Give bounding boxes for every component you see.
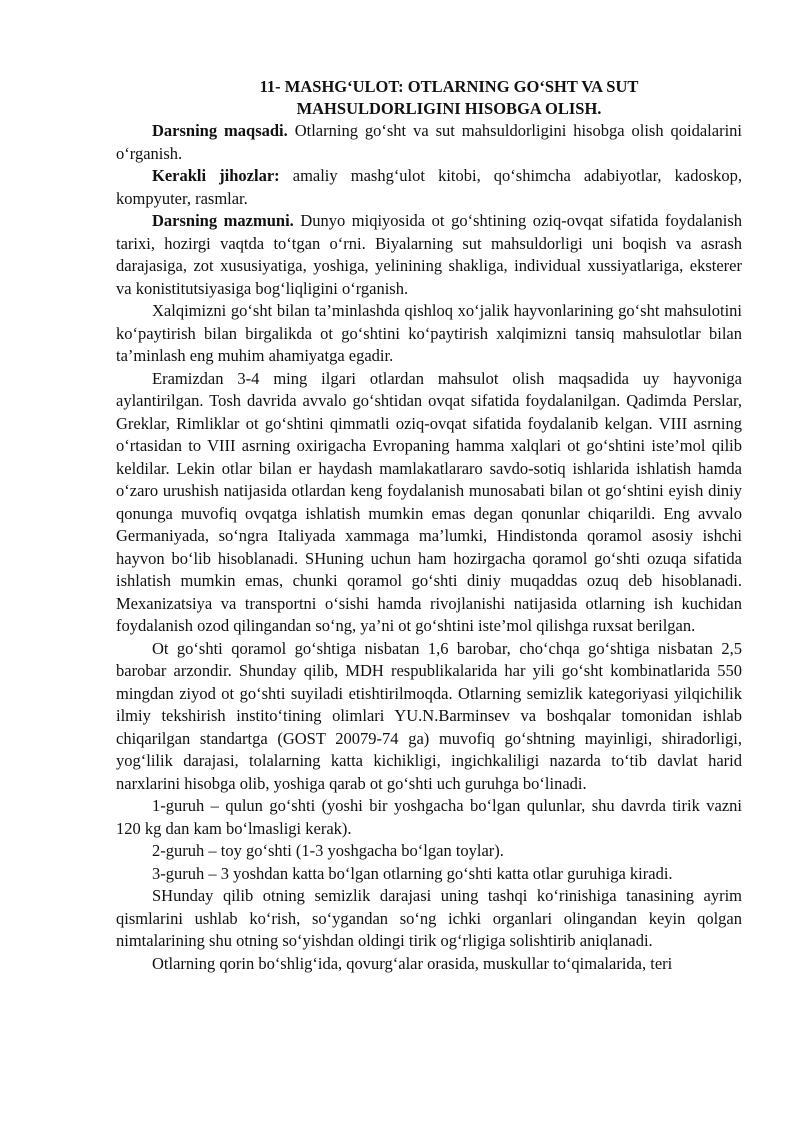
document-page bbox=[116, 76, 742, 975]
equipment-label: Kerakli jihozlar: bbox=[152, 166, 280, 185]
document-title bbox=[116, 76, 742, 120]
body-paragraph: Ot go‘shti qoramol go‘shtiga nisbatan 1,6 barobar, cho‘chqa go‘shtiga nisbatan 2,5 barobar arzondir. Shunday qilib, MDH respublikalarida har yili go‘sht kombinatlarida 550 mingdan ziyod ot go‘shti suyiladi etishtirilmoqda. Otlarning semizlik kategoriyasi yilqichilik ilmiy tekshirish instito‘tining olimlari YU.N.Barminsev va boshqalar tomonidan ishlab chiqarilgan standartga (GOST 20079-74 ga) muvofiq go‘shtning mayinligi, shiradorligi, yog‘lilik darajasi, tolalarning katta kichikligi, ingichkaliligi nazarda to‘tib davlat harid narxlarini hisobga olib, yoshiga qarab ot go‘shti uch guruhga bo‘linadi. bbox=[116, 638, 742, 793]
body-paragraph-truncated: Otlarning qorin bo‘shlig‘ida, qovurg‘alar orasida, muskullar to‘qimalarida, teri bbox=[152, 953, 673, 973]
title-line-1: 11- MASHG‘ULOT: OTLARNING GO‘SHT VA SUT bbox=[259, 77, 639, 96]
aim-paragraph bbox=[116, 120, 742, 165]
body-paragraph: Eramizdan 3-4 ming ilgari otlardan mahsulot olish maqsadida uy hayvoniga aylantirilgan. Tosh davrida avvalo go‘shtidan ovqat sifatida foydalanilgan. Qadimda Perslar, Greklar, Rimliklar ot go‘shtini qimmatli oziq-ovqat sifatida foydalanib kelgan. VIII asrning o‘rtasidan to VIII asrning oxirigacha Evropaning hamma xalqlari ot go‘shtini iste’mol qilib keldilar. Lekin otlar bilan er haydash mamlakatlararo savdo-sotiq ishlarida ishlatish hamda o‘zaro urushish natijasida otlardan keng foydalanish munosabati bilan ot go‘shtini eyish diniy qonunga muvofiq ovqatga ishlatish mumkin emas degan qonunlar chiqarildi. Eng avvalo Germaniyada, so‘ngra Italiyada xammaga ma’lumki, Hindistonda qoramol asosiy ishchi hayvon bo‘lib hisoblanadi. SHuning uchun ham hozirgacha qoramol go‘shti ozuqa sifatida ishlatish mumkin emas, chunki qoramol go‘shti diniy muqaddas ozuq deb hisoblanadi. Mexanizatsiya va transportni o‘sishi hamda rivojlanishi natijasida otlarning ish kuchidan foydalanish ozod qilingandan so‘ng, ya’ni ot go‘shtini iste’mol qilishga ruxsat berilgan. bbox=[116, 368, 742, 635]
content-label: Darsning mazmuni. bbox=[152, 211, 294, 230]
title-line-2: MAHSULDORLIGINI HISOBGA OLISH. bbox=[296, 99, 602, 118]
aim-text: Otlarning go‘sht va sut mahsuldorligini hisobga olish qoidalarini o‘rganish. bbox=[116, 121, 742, 163]
group-1-paragraph: 1-guruh – qulun go‘shti (yoshi bir yoshgacha bo‘lgan qulunlar, shu davrda tirik vazni 120 kg dan kam bo‘lmasligi kerak). bbox=[116, 796, 742, 838]
aim-label: Darsning maqsadi. bbox=[152, 121, 288, 140]
body-paragraph: SHunday qilib otning semizlik darajasi uning tashqi ko‘rinishiga tanasining ayrim qismlarini ushlab ko‘rish, so‘ygandan so‘ng ichki organlari olingandan keyin qolgan nimtalarining shu otning so‘yishdan oldingi tirik og‘rligiga solishtirib aniqlanadi. bbox=[116, 886, 742, 950]
group-3-paragraph: 3-guruh – 3 yoshdan katta bo‘lgan otlarning go‘shti katta otlar guruhiga kiradi. bbox=[152, 863, 673, 883]
body-paragraph: Xalqimizni go‘sht bilan ta’minlashda qishloq xo‘jalik hayvonlarining go‘sht mahsulotini ko‘paytirish bilan birgalikda ot go‘shtini ko‘paytirish xalqimizni tansiq mahsulotlar bilan ta’minlash eng muhim ahamiyatga egadir. bbox=[116, 301, 742, 365]
content-text: Dunyo miqiyosida ot go‘shtining oziq-ovqat sifatida foydalanish tarixi, hozirgi vaqtda to‘tgan o‘rni. Biyalarning sut mahsuldorligi uni boqish va asrash darajasiga, zot xususiyatiga, yoshiga, yelinining shakliga, individual xussiyatlariga, eksterer va konistitutsiyasiga bog‘liqligini o‘rganish. bbox=[116, 211, 742, 298]
equipment-text: amaliy mashg‘ulot kitobi, qo‘shimcha adabiyotlar, kadoskop, kompyuter, rasmlar. bbox=[116, 166, 742, 208]
group-2-paragraph: 2-guruh – toy go‘shti (1-3 yoshgacha bo‘lgan toylar). bbox=[152, 841, 504, 860]
equipment-paragraph bbox=[116, 165, 742, 210]
content-paragraph bbox=[116, 210, 742, 300]
